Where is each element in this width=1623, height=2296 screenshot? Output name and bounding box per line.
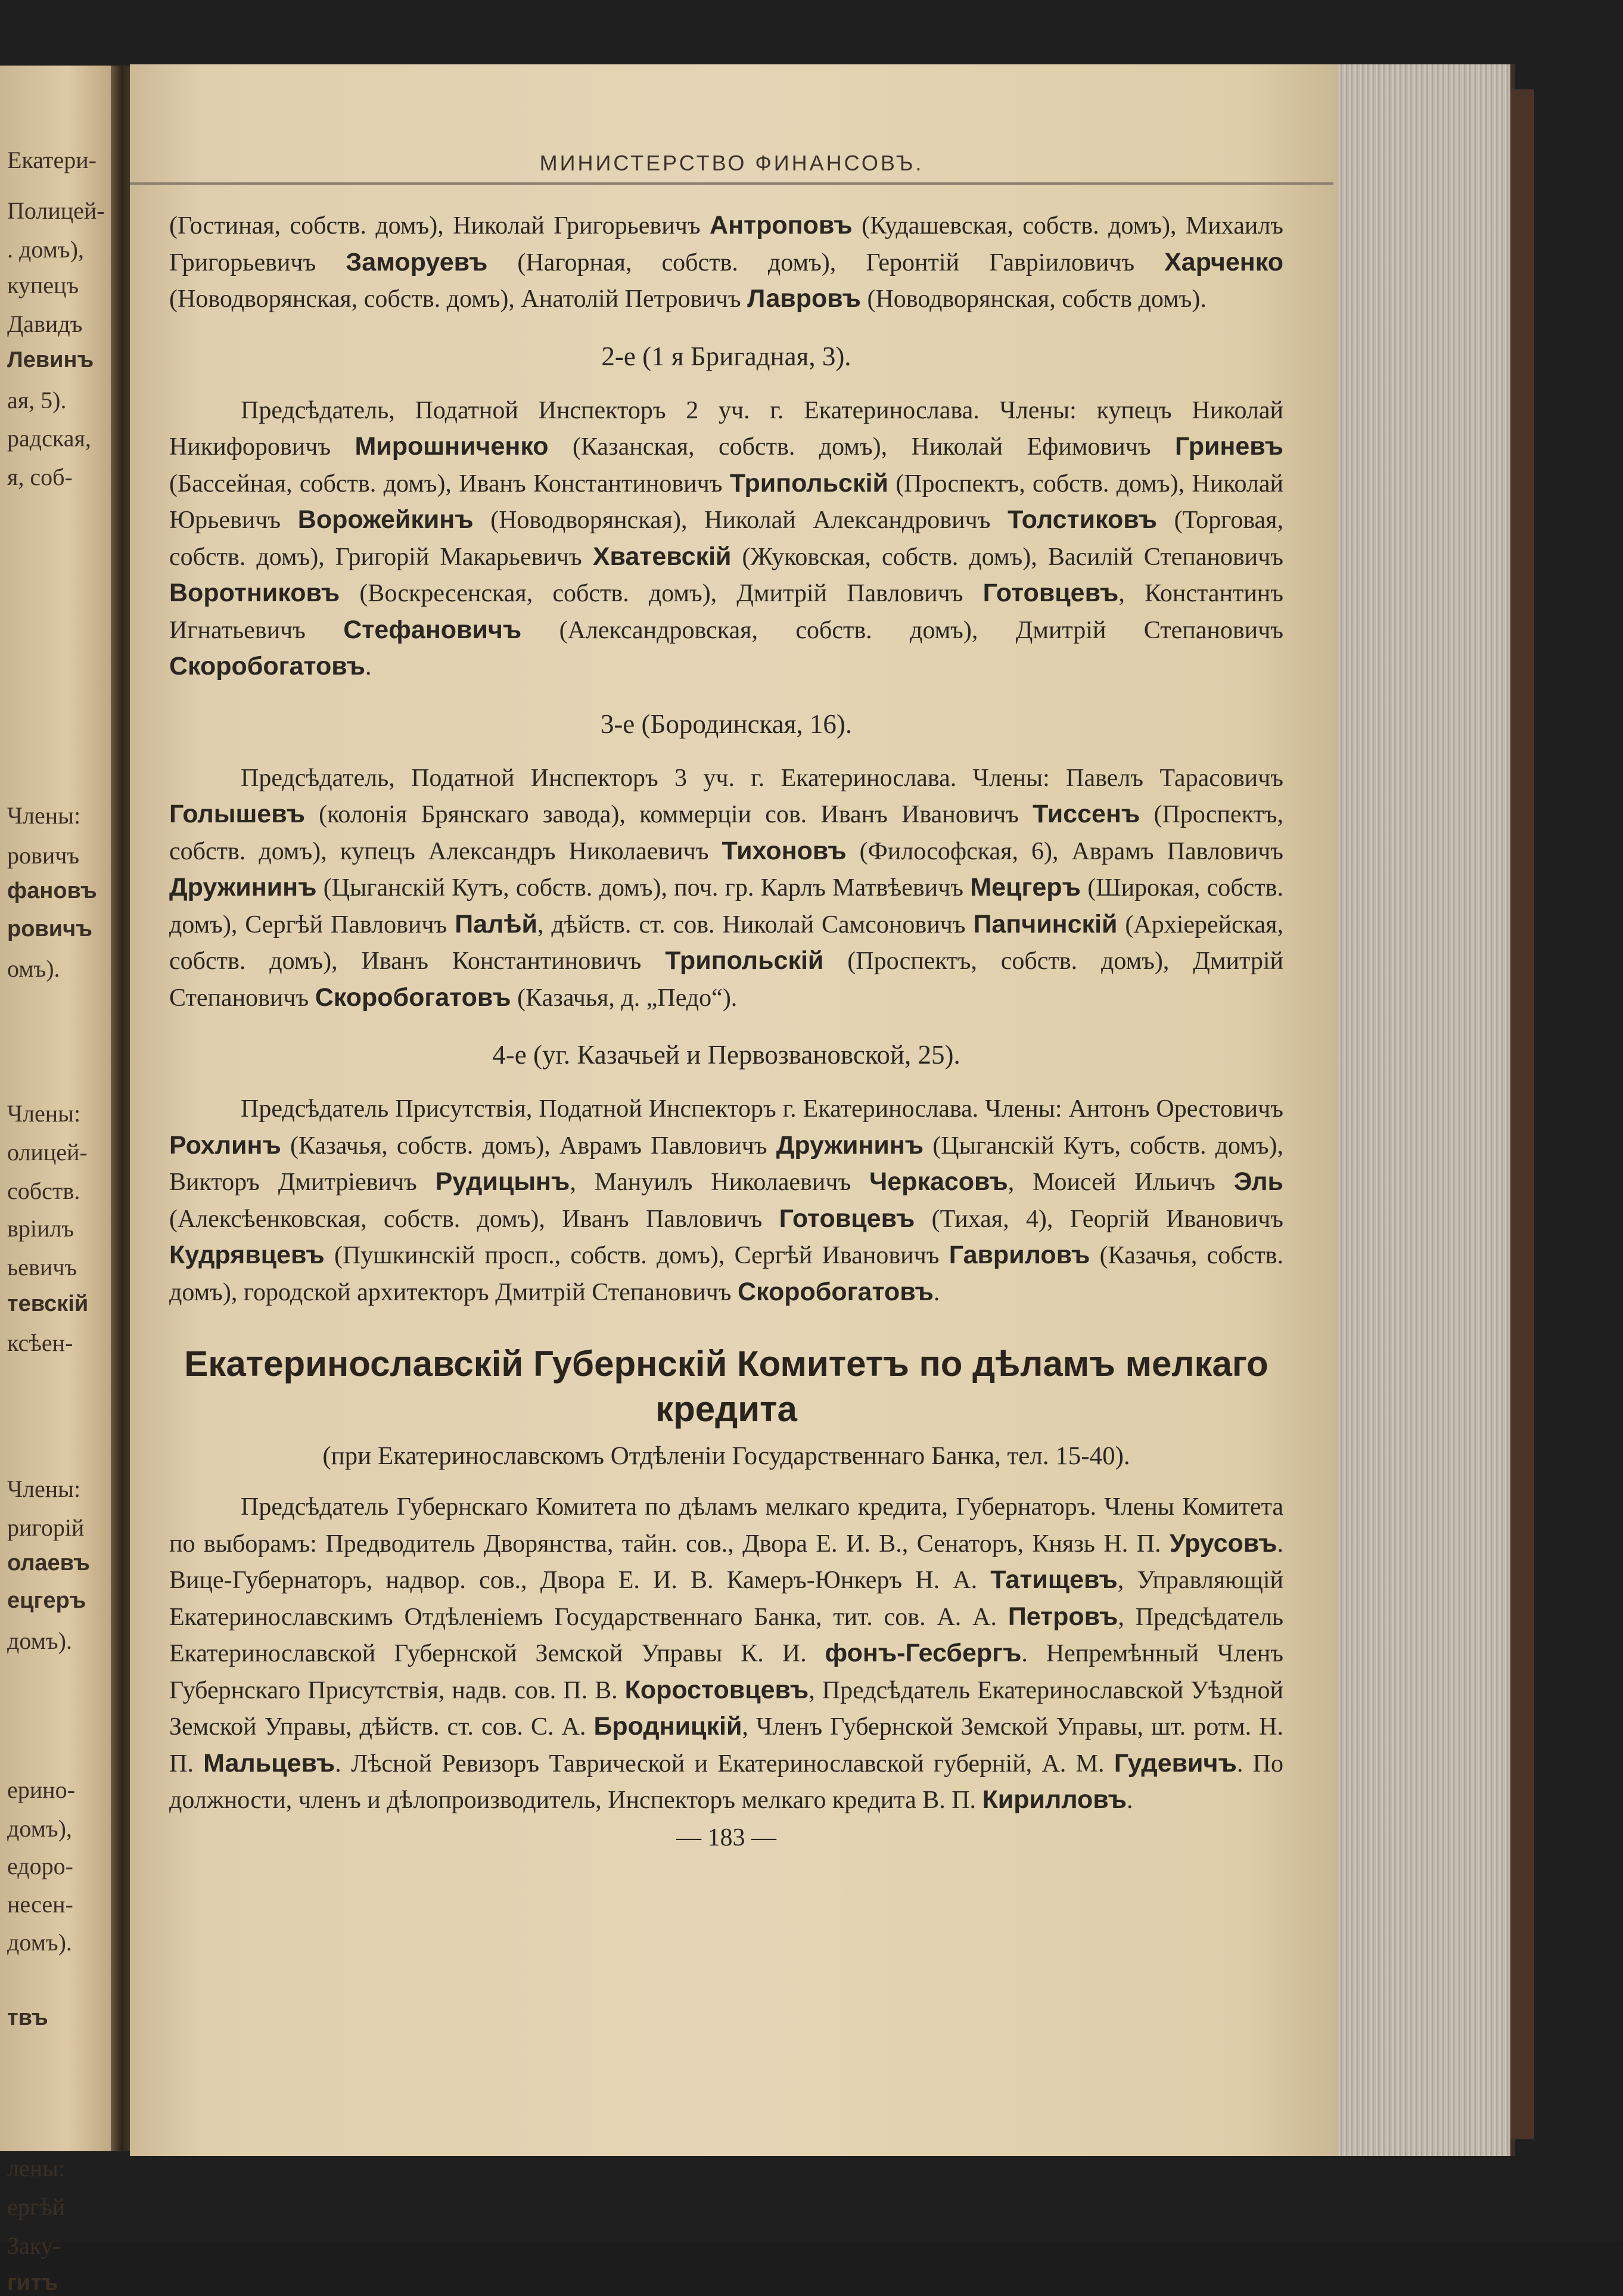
left-page-text: Члены:: [7, 1100, 81, 1127]
text-run: , Членъ Губернской Земской Управы, шт. ротм. Н. П.: [169, 1713, 1284, 1778]
surname: Урусовъ: [1169, 1528, 1277, 1558]
surname: фонъ-Гесбергъ: [825, 1639, 1022, 1667]
left-page-text: я, соб-: [7, 464, 73, 490]
text-run: (Торговая, собств. домъ), Григорій Макарьевичъ: [169, 507, 1283, 571]
surname: Дружининъ: [169, 873, 317, 902]
surname: Голышевъ: [169, 800, 305, 828]
left-page-text: домъ).: [7, 1627, 72, 1654]
text-run: , дѣйств. ст. сов. Николай Самсоновичъ: [537, 911, 974, 939]
text-run: Предсѣдатель, Податной Инспекторъ 2 уч. г. Екатеринослава. Члены: купецъ Николай Никифоровичъ: [169, 396, 1283, 461]
text-run: (Воскресенская, собств. домъ), Дмитрій Павловичъ: [340, 580, 983, 607]
surname: Бродницкій: [593, 1712, 742, 1741]
text-run: (Новодворянская, собств домъ).: [860, 285, 1207, 313]
surname: Черкасовъ: [869, 1167, 1008, 1196]
text-run: (Гостиная, собств. домъ), Николай Григорьевичъ: [169, 212, 710, 240]
left-page-text: . домъ),: [7, 236, 84, 263]
text-run: (Цыганскій Кутъ, собств. домъ), поч. гр. Карлъ Матвѣевичъ: [316, 874, 971, 902]
text-run: (Казанская, собств. домъ), Николай Ефимовичъ: [548, 433, 1175, 461]
left-page-text: Заку-: [7, 2232, 61, 2259]
text-run: Предсѣдатель Присутствія, Податной Инспекторъ г. Екатеринослава. Члены: Антонъ Орестовичъ: [241, 1095, 1283, 1123]
surname: Мирошниченко: [355, 432, 549, 461]
left-page-text: олаевъ: [7, 1551, 90, 1576]
left-page-text: ергѣй: [7, 2194, 66, 2220]
left-page-text: домъ).: [7, 1929, 72, 1956]
surname: Заморуевъ: [346, 247, 488, 276]
surname: Трипольскій: [665, 946, 824, 975]
surname: Готовцевъ: [982, 579, 1119, 607]
left-page-text: ецгеръ: [7, 1588, 86, 1613]
committee-heading: [169, 1341, 1283, 1432]
section-heading-2: 2-е (1 я Бригадная, 3).: [601, 341, 851, 371]
text-run: (Александровская, собств. домъ), Дмитрій Степановичъ: [521, 616, 1283, 644]
surname: Толстиковъ: [1008, 505, 1157, 534]
surname: Рудицынъ: [435, 1167, 570, 1196]
surname: Ворожейкинъ: [297, 505, 474, 534]
surname: Скоробогатовъ: [315, 983, 511, 1012]
surname: Гудевичъ: [1114, 1748, 1237, 1778]
left-page-text: Члены:: [7, 802, 81, 829]
text-run: , Константинъ Игнатьевичъ: [169, 580, 1283, 644]
surname: Тиссенъ: [1033, 800, 1140, 828]
text-run: (Архіерейская, собств. домъ), Иванъ Константиновичъ: [169, 911, 1283, 975]
left-page-text: ровичъ: [7, 842, 80, 869]
left-page-text: едоро-: [7, 1853, 73, 1879]
main-page: [130, 64, 1345, 2156]
left-page-text: ровичъ: [7, 916, 92, 942]
surname: Хватевскій: [592, 542, 732, 571]
left-page-text: ая, 5).: [7, 387, 67, 414]
surname: Скоробогатовъ: [737, 1277, 934, 1306]
surname: Стефановичъ: [343, 615, 522, 644]
surname: Трипольскій: [729, 468, 888, 498]
left-page-text: гитъ: [7, 2270, 58, 2295]
text-run: (Алексѣенковская, собств. домъ), Иванъ Павловичъ: [169, 1205, 779, 1233]
text-run: , Мануилъ Николаевичъ: [570, 1169, 870, 1196]
committee-heading-line2: кредита: [655, 1389, 797, 1429]
left-page-text: Давидъ: [7, 310, 83, 337]
text-run: (Жуковская, собств. домъ), Василій Степановичъ: [731, 543, 1283, 571]
left-page-text: Екатери-: [7, 147, 97, 173]
surname: Лавровъ: [747, 284, 861, 313]
text-run: (Бассейная, собств. домъ), Иванъ Константиновичъ: [169, 470, 730, 498]
left-page-text: омъ).: [7, 955, 60, 982]
surname: Скоробогатовъ: [169, 652, 365, 681]
text-run: Предсѣдатель, Податной Инспекторъ 3 уч. г. Екатеринослава. Члены: Павелъ Тарасовичъ: [241, 764, 1283, 792]
surname: Петровъ: [1008, 1602, 1118, 1631]
surname: Тихоновъ: [722, 836, 847, 865]
text-run: .: [1126, 1787, 1133, 1814]
paragraph-4: [169, 1091, 1283, 1310]
left-page-text: олицей-: [7, 1139, 88, 1166]
surname: Дружининъ: [776, 1130, 924, 1160]
left-page-text: ригорій: [7, 1514, 85, 1541]
left-page-text: радская,: [7, 425, 91, 452]
surname: Коростовцевъ: [624, 1675, 809, 1704]
surname: Гавриловъ: [949, 1241, 1090, 1269]
text-run: (Новодворянская), Николай Александровичъ: [473, 507, 1008, 534]
text-run: . Лѣсной Ревизоръ Таврической и Екатеринославской губерній, А. М.: [335, 1750, 1114, 1778]
text-run: (колонія Брянскаго завода), коммерціи сов. Иванъ Ивановичъ: [304, 801, 1033, 828]
left-page-text: Полицей-: [7, 197, 105, 224]
text-run: (Тихая, 4), Георгій Ивановичъ: [915, 1205, 1283, 1233]
text-run: (Казачья, собств. домъ), Аврамъ Павловичъ: [281, 1132, 776, 1160]
text-run: . По должности, членъ и дѣлопроизводитель, Инспекторъ мелкаго кредита В. П.: [169, 1750, 1283, 1814]
surname: Татищевъ: [990, 1565, 1118, 1594]
section-heading-3: 3-е (Бородинская, 16).: [600, 709, 853, 739]
text-run: .: [365, 653, 372, 681]
left-page-fragment: [0, 66, 122, 2295]
text-run: . Непремѣнный Членъ Губернскаго Присутствія, надв. сов. П. В.: [169, 1640, 1283, 1704]
surname: Гриневъ: [1174, 432, 1283, 461]
text-run: (Проспектъ, собств. домъ), купецъ Александръ Николаевичъ: [169, 801, 1284, 865]
surname: Мальцевъ: [203, 1748, 335, 1778]
surname: Палѣй: [455, 909, 537, 939]
header-rule: [130, 182, 1333, 185]
left-page-text: несен-: [7, 1891, 73, 1918]
surname: Кудрявцевъ: [169, 1241, 325, 1269]
text-run: (Широкая, собств. домъ), Сергѣй Павловичъ: [169, 874, 1283, 939]
text-run: , Моисей Ильичъ: [1008, 1169, 1234, 1196]
left-page-text: собств.: [7, 1177, 80, 1204]
paragraph-1: [169, 207, 1283, 318]
text-run: (Кудашевская, собств. домъ), Михаилъ Григорьевичъ: [169, 212, 1284, 276]
text-run: . Вице-Губернаторъ, надвор. сов., Двора Е. И. В. Камеръ-Юнкеръ Н. А.: [169, 1530, 1283, 1594]
left-page-text: фановъ: [7, 878, 97, 903]
text-run: (Проспектъ, собств. домъ), Дмитрій Степановичъ: [169, 947, 1283, 1012]
surname: Мецгеръ: [970, 873, 1081, 902]
surname: Воротниковъ: [169, 579, 340, 607]
left-page-text: вріилъ: [7, 1215, 74, 1242]
text-run: (Цыганскій Кутъ, собств. домъ), Викторъ Дмитріевичъ: [169, 1132, 1283, 1196]
left-page-text: ксѣен-: [7, 1329, 73, 1356]
surname: Рохлинъ: [169, 1130, 281, 1160]
text-run: (Проспектъ, собств. домъ), Николай Юрьевичъ: [169, 470, 1283, 534]
paragraph-2: [169, 393, 1283, 685]
left-page-text: Левинъ: [7, 347, 94, 372]
surname: Харченко: [1164, 247, 1283, 276]
committee-heading-line1: Екатеринославскій Губернскій Комитетъ по дѣламъ мелкаго: [184, 1344, 1268, 1384]
left-page-text: тевскій: [7, 1291, 89, 1316]
section-heading-4: 4-е (уг. Казачьей и Первозвановской, 25).: [492, 1040, 960, 1070]
surname: Готовцевъ: [779, 1204, 915, 1233]
surname: Антроповъ: [710, 211, 853, 240]
left-page-text: лены:: [7, 2155, 66, 2182]
text-run: (Пушкинскій просп., собств. домъ), Сергѣй Ивановичъ: [324, 1242, 949, 1269]
paragraph-3: [169, 760, 1283, 1017]
text-run: (Новодворянская, собств. домъ), Анатолій Петровичъ: [169, 285, 748, 313]
text-run: Предсѣдатель Губернскаго Комитета по дѣламъ мелкаго кредита, Губернаторъ. Члены Комитета по выборамъ: Предводитель Дворянства, тайн. сов., Двора Е. И. В., Сенаторъ, Князь Н. П.: [169, 1493, 1283, 1558]
text-run: (Нагорная, собств. домъ), Геронтій Гавріиловичъ: [487, 248, 1165, 276]
text-run: , Управляющій Екатеринославскимъ Отдѣленіемъ Государственнаго Банка, тит. сов. А. А.: [169, 1567, 1283, 1631]
committee-subheading: (при Екатеринославскомъ Отдѣленіи Государственнаго Банка, тел. 15-40).: [322, 1442, 1130, 1470]
left-page-text: ерино-: [7, 1776, 75, 1803]
text-run: , Предсѣдатель Екатеринославской Губернской Земской Управы К. И.: [169, 1603, 1283, 1667]
text-run: (Казачья, собств. домъ), городской архитекторъ Дмитрій Степановичъ: [169, 1242, 1284, 1306]
text-run: , Предсѣдатель Екатеринославской Уѣздной Земской Управы, дѣйств. ст. сов. С. А.: [169, 1676, 1283, 1741]
text-run: (Казачья, д. „Педо“).: [511, 984, 738, 1012]
cover-edge: [1510, 89, 1534, 2139]
left-page-text: ьевичъ: [7, 1254, 77, 1281]
page-content: [169, 207, 1283, 1852]
left-page-text: твъ: [7, 2005, 48, 2030]
left-page-text: Члены:: [7, 1475, 81, 1502]
left-page-text: домъ),: [7, 1815, 72, 1842]
page-block-edge: [1338, 64, 1515, 2156]
running-head: МИНИСТЕРСТВО ФИНАНСОВЪ.: [539, 151, 924, 175]
text-run: .: [933, 1278, 940, 1306]
surname: Папчинскій: [973, 909, 1118, 939]
paragraph-5: [169, 1489, 1283, 1819]
surname: Эль: [1233, 1167, 1283, 1196]
page-number: — 183 —: [676, 1823, 776, 1851]
surname: Кирилловъ: [982, 1785, 1127, 1814]
left-page-text: купецъ: [7, 272, 79, 299]
text-run: (Философская, 6), Аврамъ Павловичъ: [846, 837, 1283, 865]
